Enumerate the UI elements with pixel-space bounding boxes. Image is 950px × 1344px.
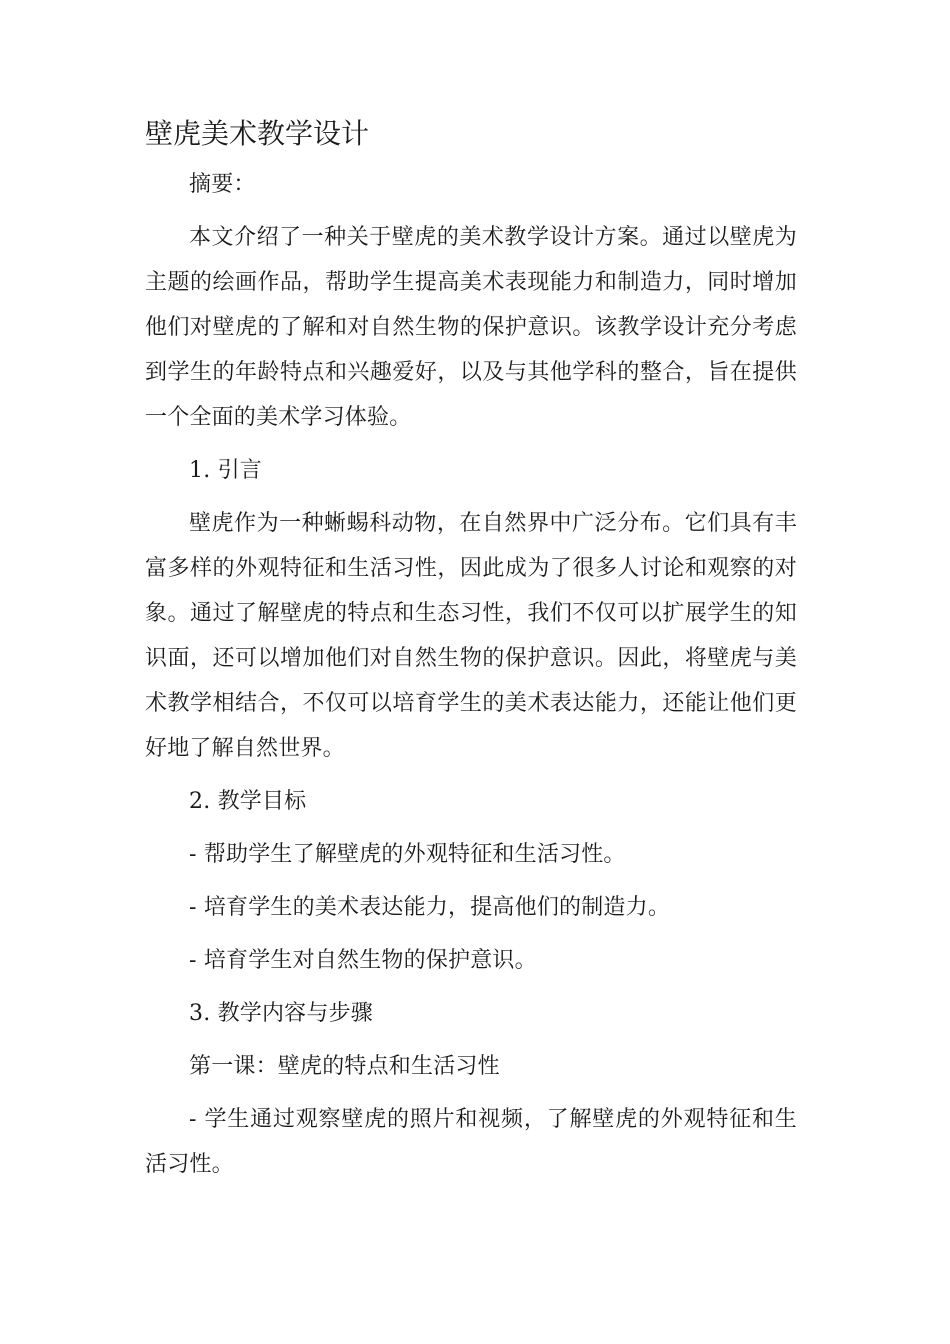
goal-item: - 培育学生对自然生物的保护意识。	[189, 948, 537, 973]
abstract-label: 摘要：	[189, 172, 256, 197]
document-body	[145, 112, 797, 1195]
section-heading-introduction: 1. 引言	[189, 458, 262, 483]
introduction-paragraph: 壁虎作为一种蜥蜴科动物，在自然界中广泛分布。它们具有丰富多样的外观特征和生活习性，因此成为了很多人讨论和观察的对象。通过了解壁虎的特点和生态习性，我们不仅可以扩展学生的知识面，还可以增加他们对自然生物的保护意识。因此，将壁虎与美术教学相结合，不仅可以培育学生的美术表达能力，还能让他们更好地了解自然世界。	[145, 511, 797, 761]
goal-item: - 培育学生的美术表达能力，提高他们的制造力。	[189, 895, 671, 920]
goal-item: - 帮助学生了解壁虎的外观特征和生活习性。	[189, 842, 626, 867]
lesson-title: 第一课：壁虎的特点和生活习性	[189, 1054, 500, 1079]
section-heading-content-steps: 3. 教学内容与步骤	[189, 1001, 373, 1026]
document-title: 壁虎美术教学设计	[145, 117, 370, 150]
section-heading-goals: 2. 教学目标	[189, 789, 307, 814]
abstract-paragraph: 本文介绍了一种关于壁虎的美术教学设计方案。通过以壁虎为主题的绘画作品，帮助学生提高美术表现能力和制造力，同时增加他们对壁虎的了解和对自然生物的保护意识。该教学设计充分考虑到学生的年龄特点和兴趣爱好，以及与其他学科的整合，旨在提供一个全面的美术学习体验。	[145, 225, 797, 430]
lesson-step: - 学生通过观察壁虎的照片和视频，了解壁虎的外观特征和生活习性。	[145, 1107, 797, 1177]
